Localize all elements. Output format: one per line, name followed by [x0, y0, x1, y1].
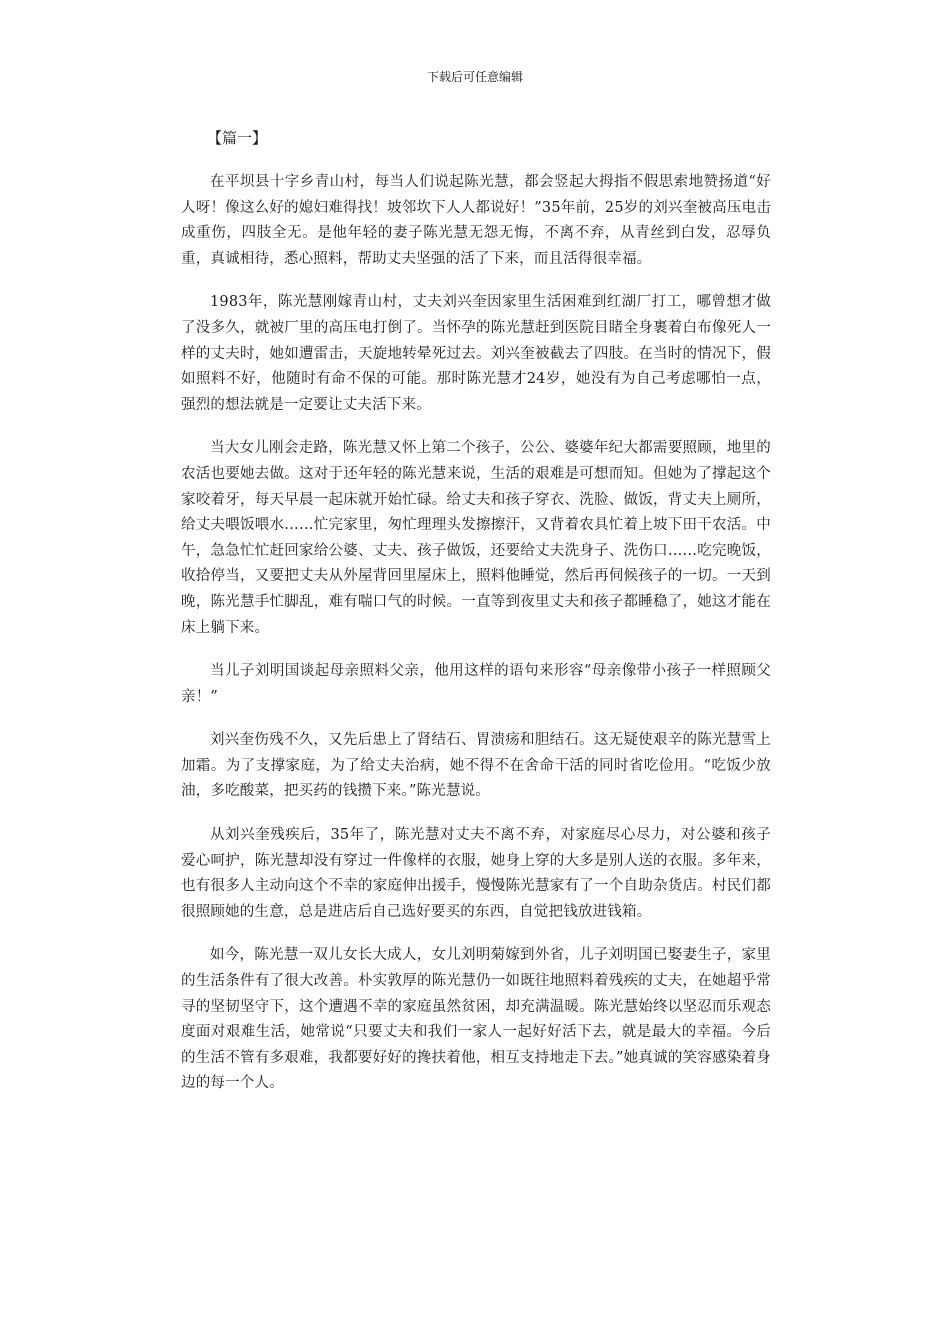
paragraph: 在平坝县十字乡青山村，每当人们说起陈光慧，都会竖起大拇指不假思索地赞扬道“好人呀！像这么好的媳妇难得找！坡邻坎下人人都说好！”35年前，25岁的刘兴奎被高压电击成重伤，四肢全无。是他年轻的妻子陈光慧无怨无悔，不离不弃，从青丝到白发，忍辱负重，真诚相待，悉心照料，帮助丈夫坚强的活了下来，而且活得很幸福。	[181, 174, 771, 267]
document-body	[181, 124, 771, 1115]
paragraph: 当儿子刘明国谈起母亲照料父亲，他用这样的语句来形容“母亲像带小孩子一样照顾父亲！”	[181, 663, 771, 705]
section-title: 【篇一】	[207, 129, 268, 147]
paragraph: 从刘兴奎残疾后，35年了，陈光慧对丈夫不离不弃，对家庭尽心尽力，对公婆和孩子爱心呵护，陈光慧却没有穿过一件像样的衣服，她身上穿的大多是别人送的衣服。多年来，也有很多人主动向这个不幸的家庭伸出援手，慢慢陈光慧家有了一个自助杂货店。村民们都很照顾她的生意，总是进店后自己选好要买的东西，自觉把钱放进钱箱。	[181, 827, 771, 920]
paragraph: 刘兴奎伤残不久，又先后患上了肾结石、胃溃疡和胆结石。这无疑使艰辛的陈光慧雪上加霜。为了支撑家庭，为了给丈夫治病，她不得不在舍命干活的同时省吃俭用。“吃饭少放油，多吃酸菜，把买药的钱攒下来。”陈光慧说。	[181, 732, 771, 800]
page-header: 下载后可任意编辑	[426, 70, 523, 84]
paragraph: 1983年，陈光慧刚嫁青山村，丈夫刘兴奎因家里生活困难到红湖厂打工，哪曾想才做了没多久，就被厂里的高压电打倒了。当怀孕的陈光慧赶到医院目睹全身裹着白布像死人一样的丈夫时，她如遭雷击，天旋地转晕死过去。刘兴奎被截去了四肢。在当时的情况下，假如照料不好，他随时有命不保的可能。那时陈光慧才24岁，她没有为自己考虑哪怕一点，强烈的想法就是一定要让丈夫活下来。	[181, 294, 771, 413]
paragraph: 当大女儿刚会走路，陈光慧又怀上第二个孩子，公公、婆婆年纪大都需要照顾，地里的农活也要她去做。这对于还年轻的陈光慧来说，生活的艰难是可想而知。但她为了撑起这个家咬着牙，每天早晨一起床就开始忙碌。给丈夫和孩子穿衣、洗脸、做饭，背丈夫上厕所，给丈夫喂饭喂水……忙完家里，匆忙理理头发擦擦汗，又背着农具忙着上坡下田干农活。中午，急急忙忙赶回家给公婆、丈夫、孩子做饭，还要给丈夫洗身子、洗伤口……吃完晚饭，收拾停当，又要把丈夫从外屋背回里屋床上，照料他睡觉，然后再伺候孩子的一切。一天到晚，陈光慧手忙脚乱，难有喘口气的时候。一直等到夜里丈夫和孩子都睡稳了，她这才能在床上躺下来。	[181, 440, 771, 636]
paragraph: 如今，陈光慧一双儿女长大成人，女儿刘明菊嫁到外省，儿子刘明国已娶妻生子，家里的生活条件有了很大改善。朴实敦厚的陈光慧仍一如既往地照料着残疾的丈夫，在她超乎常寻的坚韧坚守下，这个遭遇不幸的家庭虽然贫困，却充满温暖。陈光慧始终以坚忍而乐观态度面对艰难生活，她常说“只要丈夫和我们一家人一起好好活下去，就是最大的幸福。今后的生活不管有多艰难，我都要好好的搀扶着他，相互支持地走下去。”她真诚的笑容感染着身边的每一个人。	[181, 947, 771, 1092]
